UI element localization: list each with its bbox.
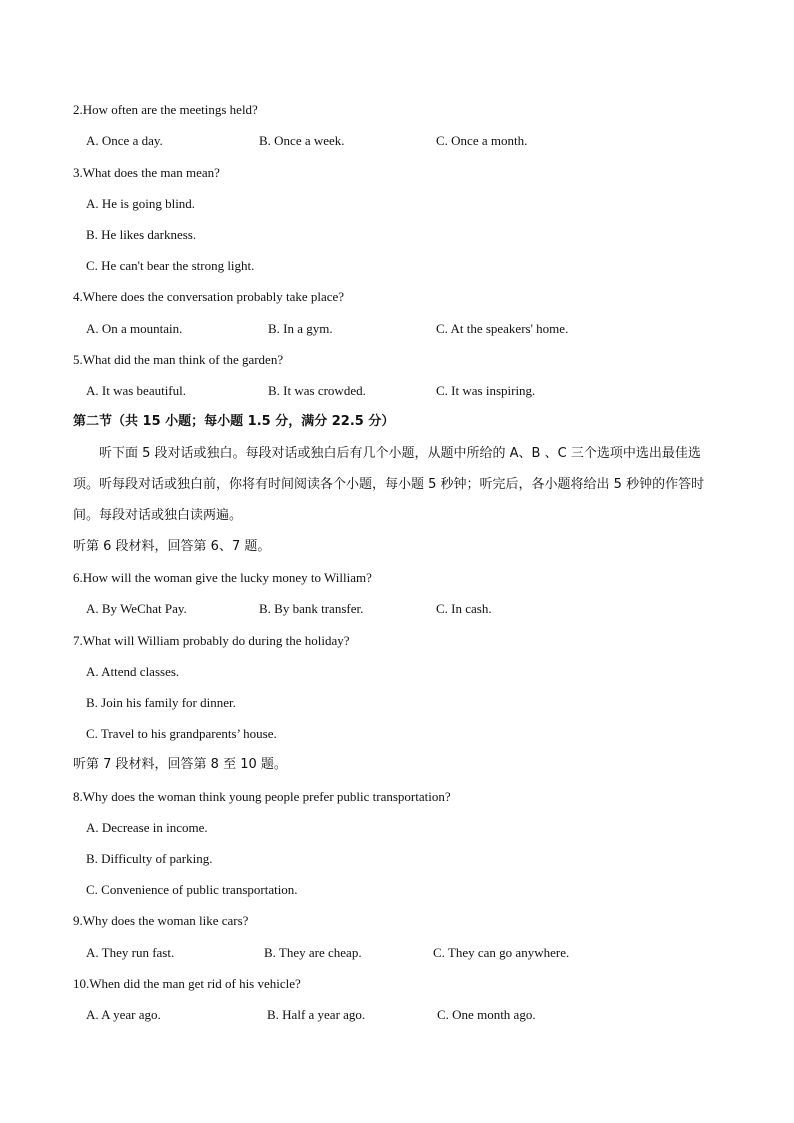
question-10-option-c: C. One month ago. bbox=[437, 1007, 536, 1022]
question-3-option-a: A. He is going blind. bbox=[86, 196, 196, 211]
material-7-heading: 听第 7 段材料，回答第 8 至 10 题。 bbox=[73, 757, 287, 772]
question-8-option-c: C. Convenience of public transportation. bbox=[86, 882, 298, 897]
question-5-option-b: B. It was crowded. bbox=[268, 383, 366, 398]
question-10-stem: 10.When did the man get rid of his vehicle? bbox=[73, 976, 301, 991]
question-7-option-c: C. Travel to his grandparents’ house. bbox=[86, 726, 277, 741]
question-4-option-c: C. At the speakers' home. bbox=[436, 321, 569, 336]
question-2-option-c: C. Once a month. bbox=[436, 133, 528, 148]
question-9-option-a: A. They run fast. bbox=[86, 945, 175, 960]
question-2-option-a: A. Once a day. bbox=[86, 133, 163, 148]
question-9-option-c: C. They can go anywhere. bbox=[433, 945, 570, 960]
question-9-option-b: B. They are cheap. bbox=[264, 945, 362, 960]
question-3-option-c: C. He can't bear the strong light. bbox=[86, 258, 255, 273]
question-6-option-a: A. By WeChat Pay. bbox=[86, 601, 187, 616]
question-4-stem: 4.Where does the conversation probably take place? bbox=[73, 289, 345, 304]
question-6-stem: 6.How will the woman give the lucky money to William? bbox=[73, 570, 372, 585]
question-2-stem: 2.How often are the meetings held? bbox=[73, 102, 258, 117]
question-7-option-b: B. Join his family for dinner. bbox=[86, 695, 236, 710]
question-7-stem: 7.What will William probably do during the holiday? bbox=[73, 633, 350, 648]
material-6-heading: 听第 6 段材料，回答第 6、7 题。 bbox=[73, 539, 271, 554]
question-8-stem: 8.Why does the woman think young people prefer public transportation? bbox=[73, 789, 451, 804]
question-3-stem: 3.What does the man mean? bbox=[73, 165, 220, 180]
question-4-option-a: A. On a mountain. bbox=[86, 321, 183, 336]
question-2-option-b: B. Once a week. bbox=[259, 133, 345, 148]
question-5-stem: 5.What did the man think of the garden? bbox=[73, 352, 284, 367]
section-2-title: 第二节（共 15 小题；每小题 1.5 分，满分 22.5 分） bbox=[73, 414, 395, 429]
question-7-option-a: A. Attend classes. bbox=[86, 664, 180, 679]
question-8-option-a: A. Decrease in income. bbox=[86, 820, 208, 835]
question-5-option-a: A. It was beautiful. bbox=[86, 383, 187, 398]
question-6-option-c: C. In cash. bbox=[436, 601, 492, 616]
question-6-option-b: B. By bank transfer. bbox=[259, 601, 364, 616]
question-3-option-b: B. He likes darkness. bbox=[86, 227, 197, 242]
question-9-stem: 9.Why does the woman like cars? bbox=[73, 913, 249, 928]
question-8-option-b: B. Difficulty of parking. bbox=[86, 851, 213, 866]
section-2-instructions: 听下面 5 段对话或独白。每段对话或独白后有几个小题，从题中所给的 A、B 、C 三个选项中选出最佳选项。听每段对话或独白前，你将有时间阅读各个小题，每小题 5 秒钟；听完后，各小题将给出 5 秒钟的作答时间。每段对话或独白读两遍。 bbox=[73, 446, 705, 523]
question-5-option-c: C. It was inspiring. bbox=[436, 383, 536, 398]
question-4-option-b: B. In a gym. bbox=[268, 321, 333, 336]
question-10-option-a: A. A year ago. bbox=[86, 1007, 161, 1022]
question-10-option-b: B. Half a year ago. bbox=[267, 1007, 366, 1022]
